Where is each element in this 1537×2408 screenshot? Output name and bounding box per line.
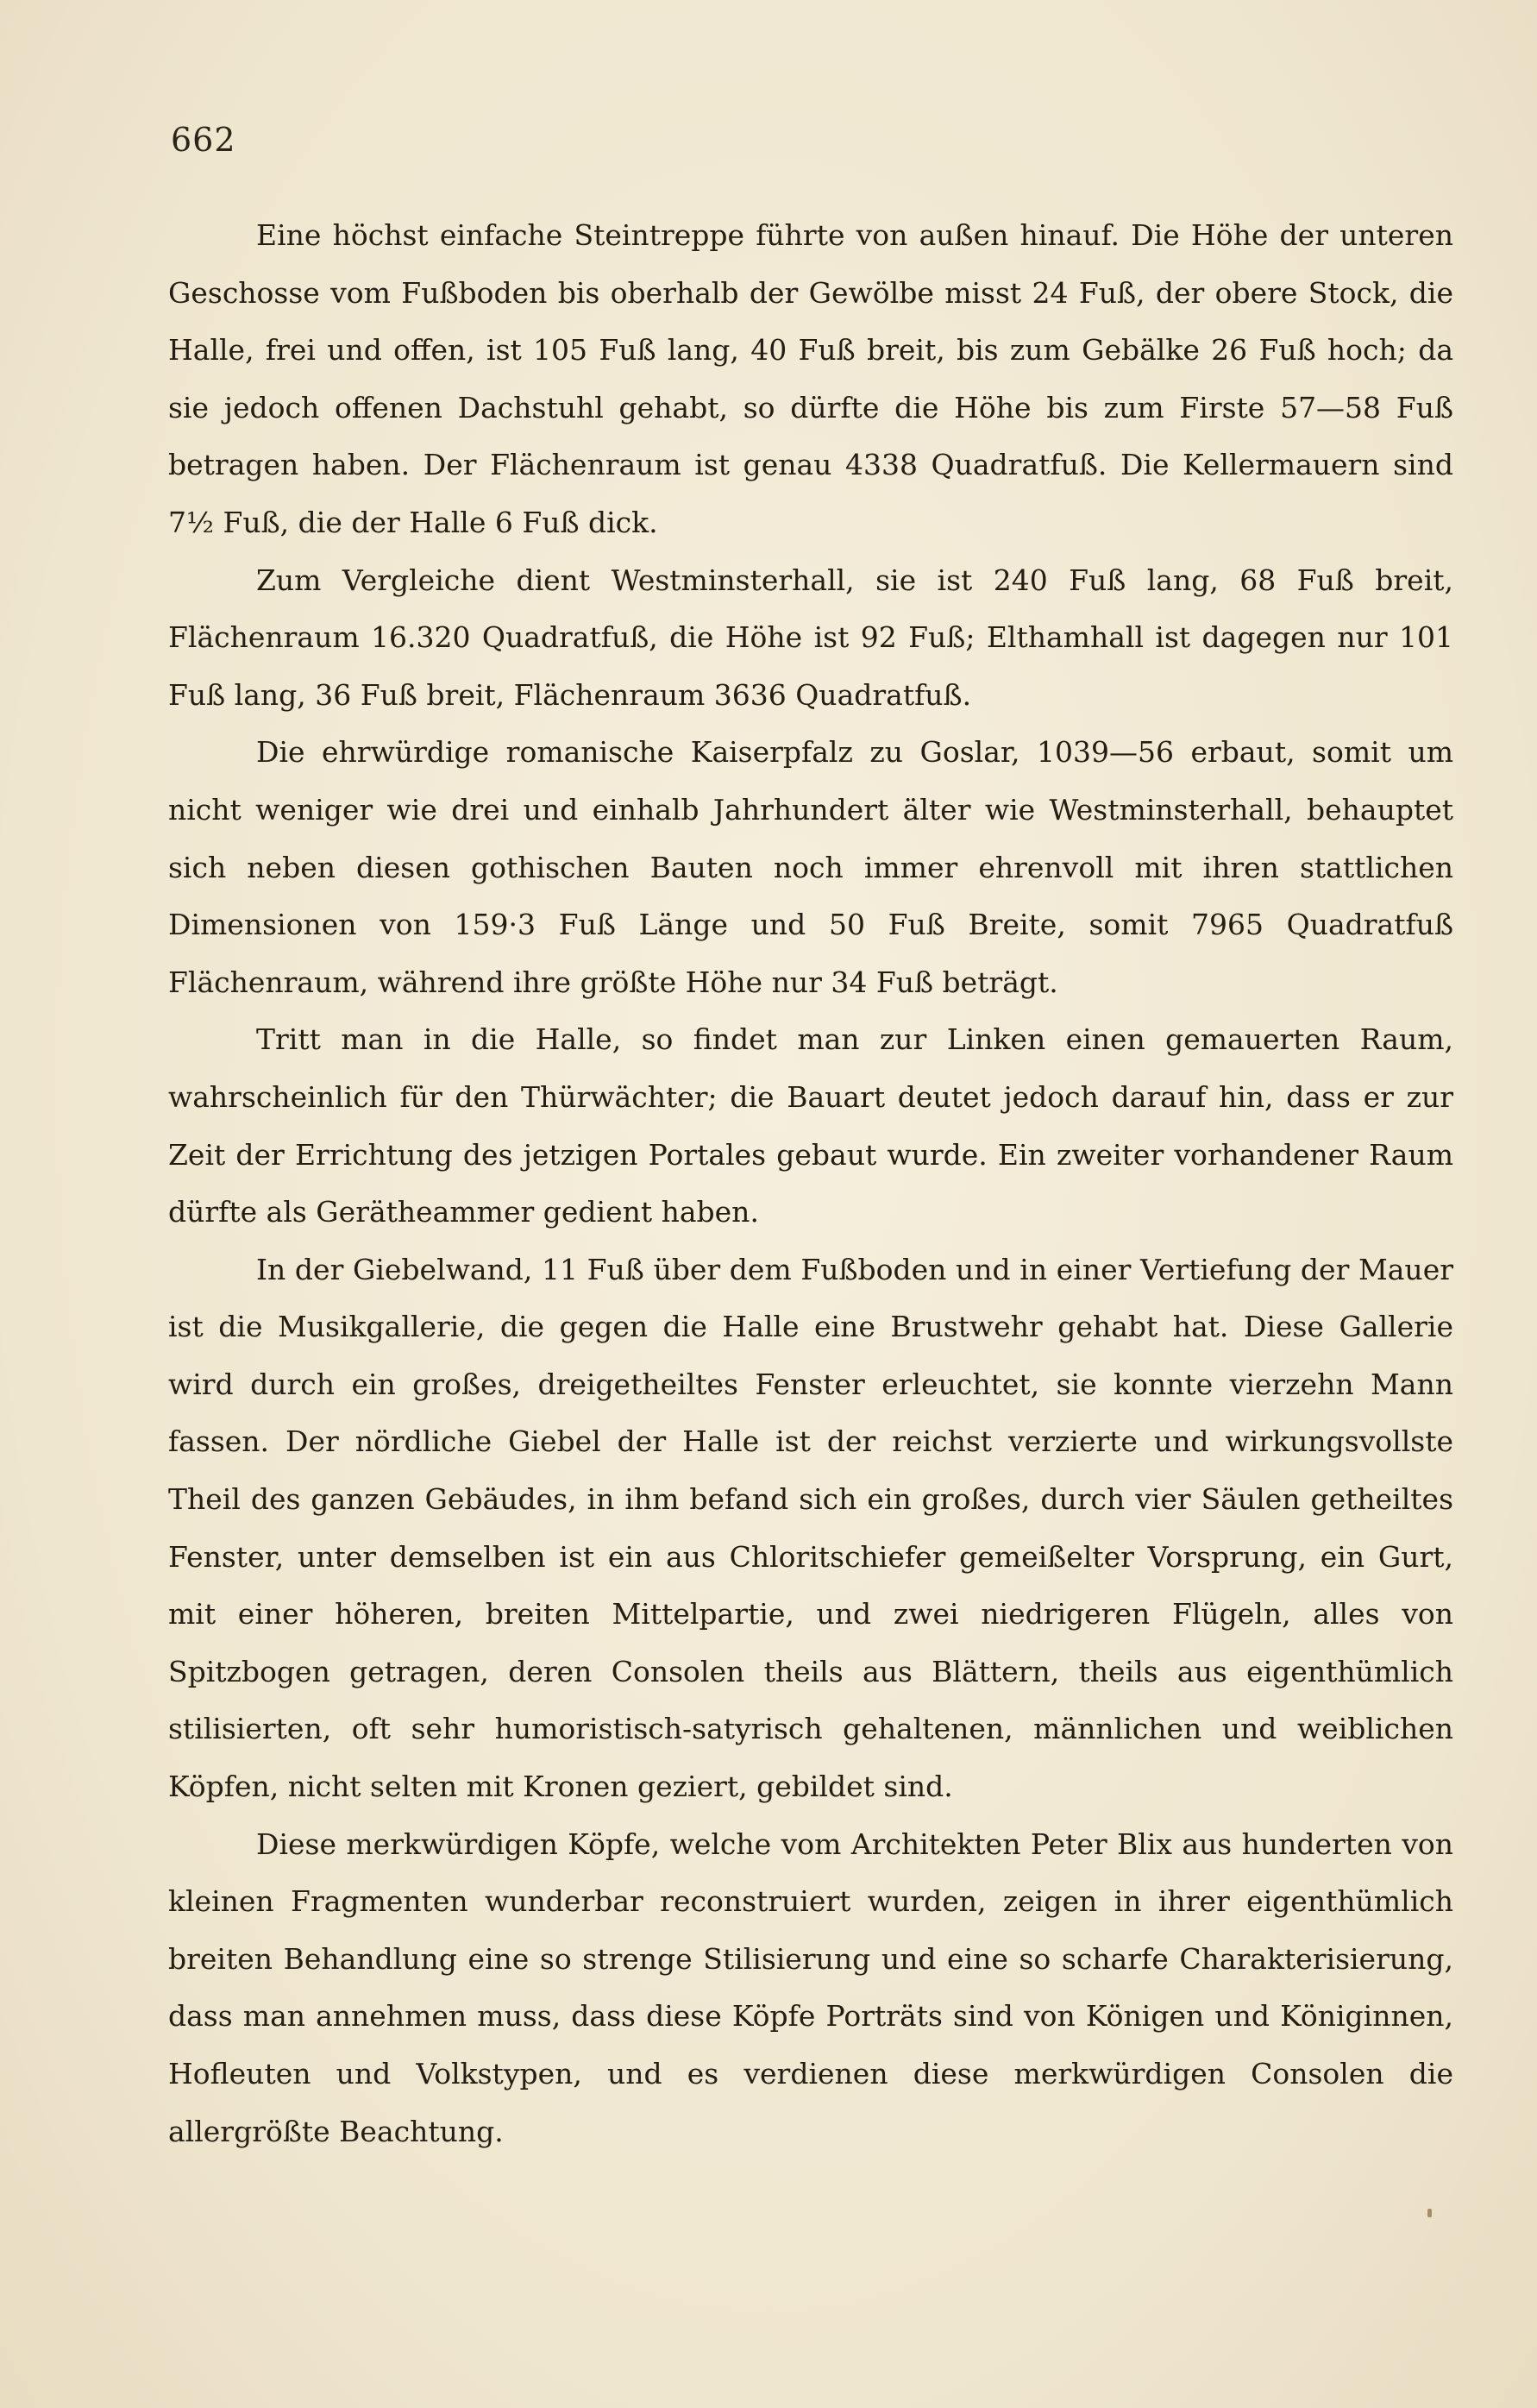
page-number: 662 bbox=[171, 121, 236, 159]
paragraph-2: Zum Vergleiche dient Westminsterhall, sie ist 240 Fuß lang, 68 Fuß breit, Flächenraum 16.320 Quadratfuß, die Höhe ist 92 Fuß; Elthamhall ist dagegen nur 101 Fuß lang, 36 Fuß breit, Flächenraum 3636 Quadratfuß. bbox=[168, 563, 1453, 712]
paragraph-1: Eine höchst einfache Steintreppe führte von außen hinauf. Die Höhe der unteren Geschosse vom Fußboden bis oberhalb der Gewölbe misst 24 Fuß, der obere Stock, die Halle, frei und offen, ist 105 Fuß lang, 40 Fuß breit, bis zum Gebälke 26 Fuß hoch; da sie jedoch offenen Dachstuhl gehabt, so dürfte die Höhe bis zum Firste 57—58 Fuß betragen haben. Der Flächenraum ist genau 4338 Quadratfuß. Die Kellermauern sind 7½ Fuß, die der Halle 6 Fuß dick. bbox=[168, 218, 1453, 539]
paragraph-5: In der Giebelwand, 11 Fuß über dem Fußboden und in einer Vertiefung der Mauer ist die Musikgallerie, die gegen die Halle eine Brustwehr gehabt hat. Diese Gallerie wird durch ein großes, dreigetheiltes Fenster erleuchtet, sie konnte vierzehn Mann fassen. Der nördliche Giebel der Halle ist der reichst verzierte und wirkungsvollste Theil des ganzen Gebäudes, in ihm befand sich ein großes, durch vier Säulen getheiltes Fenster, unter demselben ist ein aus Chloritschiefer gemeißelter Vorsprung, ein Gurt, mit einer höheren, breiten Mittelpartie, und zwei niedrigeren Flügeln, alles von Spitzbogen getragen, deren Consolen theils aus Blättern, theils aus eigenthümlich stilisierten, oft sehr humoristisch-satyrisch gehaltenen, männlichen und weiblichen Köpfen, nicht selten mit Kronen geziert, gebildet sind. bbox=[168, 1252, 1453, 1804]
ink-speck bbox=[1427, 2209, 1432, 2217]
paragraph-6: Diese merkwürdigen Köpfe, welche vom Architekten Peter Blix aus hunderten von kleinen Fragmenten wunderbar reconstruiert wurden, zeigen in ihrer eigenthümlich breiten Behandlung eine so strenge Stilisierung und eine so scharfe Charakterisierung, dass man annehmen muss, dass diese Köpfe Porträts sind von Königen und Königinnen, Hofleuten und Volkstypen, und es verdienen diese merkwürdigen Consolen die allergrößte Beachtung. bbox=[168, 1826, 1453, 2148]
paragraph-4: Tritt man in die Halle, so findet man zur Linken einen gemauerten Raum, wahrscheinlich für den Thürwächter; die Bauart deutet jedoch darauf hin, dass er zur Zeit der Errichtung des jetzigen Portales gebaut wurde. Ein zweiter vorhandener Raum dürfte als Gerätheammer gedient haben. bbox=[168, 1022, 1453, 1229]
body-text bbox=[168, 207, 1453, 2160]
paragraph-3: Die ehrwürdige romanische Kaiserpfalz zu Goslar, 1039—56 erbaut, somit um nicht weniger wie drei und einhalb Jahrhundert älter wie Westminsterhall, behauptet sich neben diesen gothischen Bauten noch immer ehrenvoll mit ihren stattlichen Dimensionen von 159·3 Fuß Länge und 50 Fuß Breite, somit 7965 Quadratfuß Flächenraum, während ihre größte Höhe nur 34 Fuß beträgt. bbox=[168, 735, 1453, 999]
